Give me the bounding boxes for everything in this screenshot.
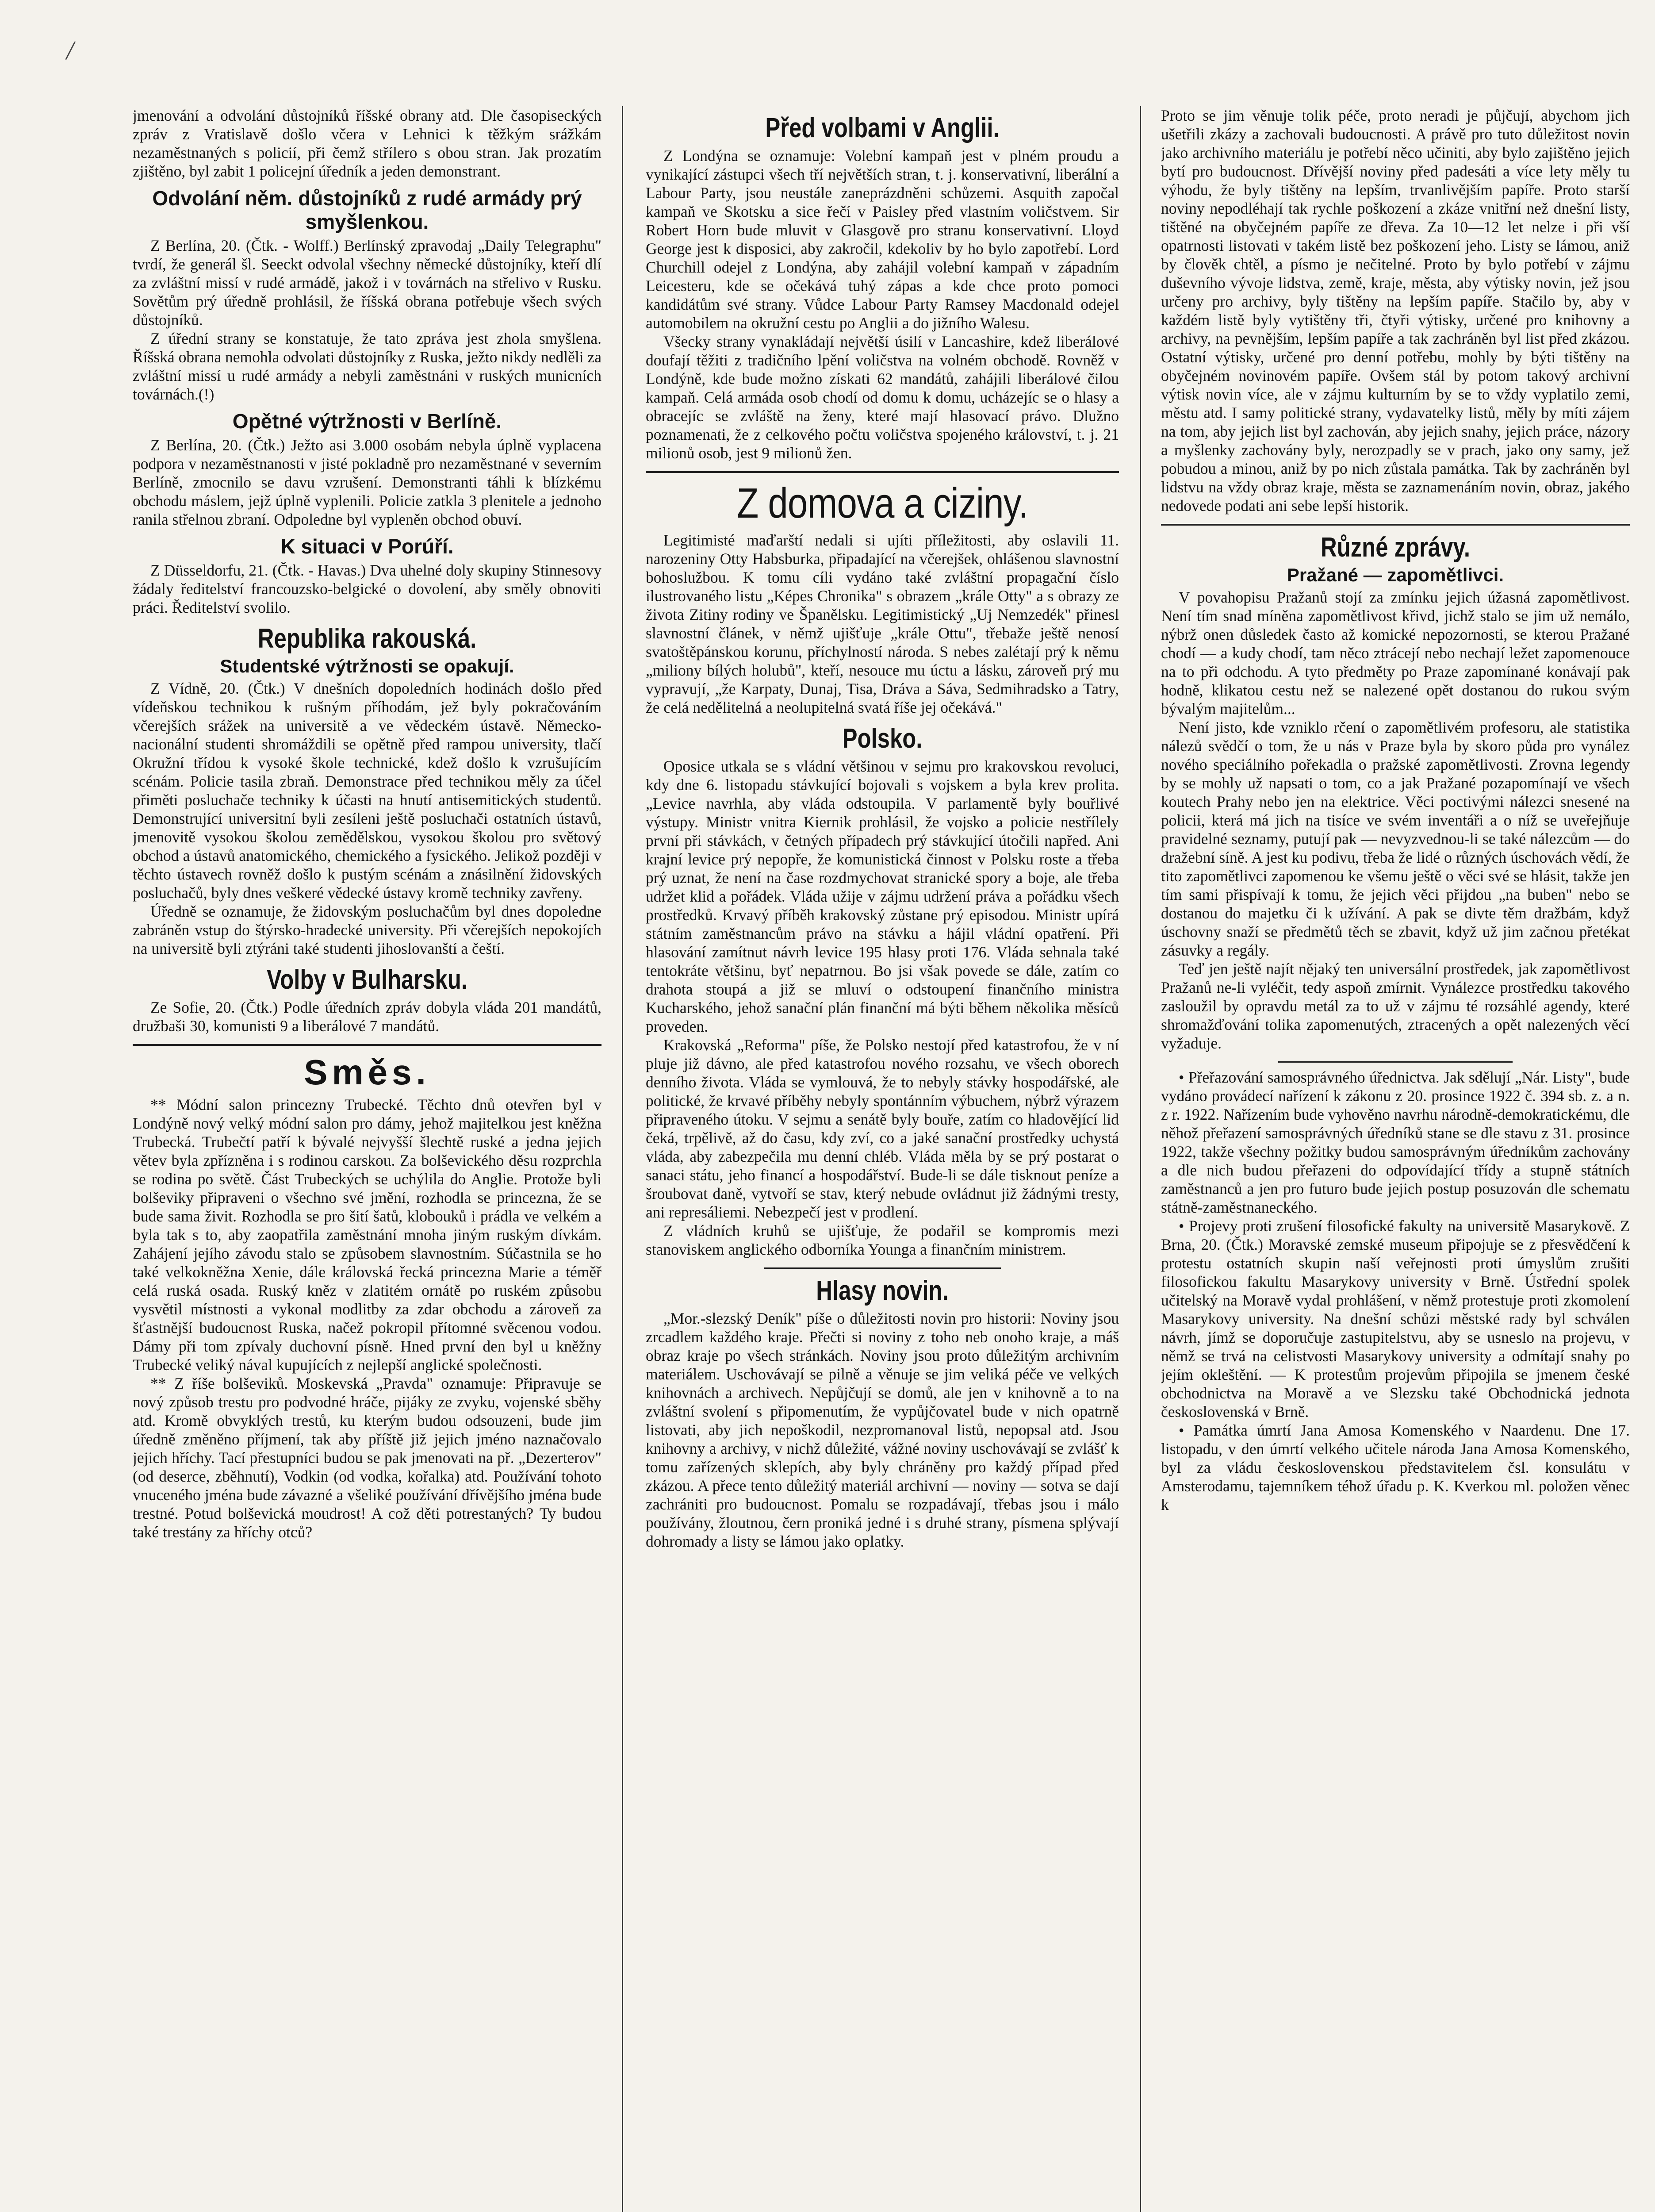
section-rule bbox=[646, 471, 1119, 473]
headline-ruzne-zpravy: Různé zprávy. bbox=[1320, 532, 1471, 563]
paragraph: Z Berlína, 20. (Čtk. - Wolff.) Berlínský zpravodaj „Daily Telegraphu" tvrdí, že generál šl. Seeckt odvolal všechny německé důstojníky, kteří dlí za zvláštní missí v rudé armádě, jakož i v továrnách na střelivo v Rusku. Sovětům prý úředně prohlásil, že říšská obrana potřebuje všech svých důstojníků. bbox=[133, 236, 601, 329]
paragraph: Úředně se oznamuje, že židovským posluchačům byl dnes dopoledne zabráněn vstup do štýrsko-hradecké university. Při včerejších nepokojích na universitě byli ztýráni také studenti jihoslovanští a čeští. bbox=[133, 902, 601, 957]
paragraph: Proto se jim věnuje tolik péče, proto neradi je půjčují, abychom jich ušetřili zkázy a zachovali budoucnosti. A právě pro tuto důležitost novin jako archivního materiálu je potřebí něco učiniti, aby bylo zajištěno jejich bytí pro budoucnost. Dřívější noviny před padesáti a více lety měly tu výhodu, že byly tištěny na lepším, trvanlivějším papíře. Proto starší noviny nepodléhají tak rychle poškození a zkáze vnitřní než dnešní listy, tištěné na obyčejném papíře ze dřeva. Za 10—12 let nelze i při vší opatrnosti listovati v takém listě bez poškození jeho. Listy se lámou, aniž by člověk chtěl, a písmo je nečitelné. Proto by bylo potřebí v zájmu duševního vývoje lidstva, země, kraje, města, aby výtisky novin, jež jsou určeny pro archivy, byly tištěny na lepším papíře. Stačilo by, aby v každém listě byly vytištěny tři, čtyři výtisky, určené pro knihovny a archivy, na pevnějším, lepším papíře a tak zachráněn byl list před zkázou. Ostatní výtisky, určené pro denní potřebu, mohly by býti tištěny na obyčejném novinovém papíře. Ovšem stál by potom takový archivní výtisk novin více, ale v zájmu kulturním by se to vždy vyplatilo zemi, městu atd. I samy politické strany, vydavatelky listů, měly by míti zájem na tom, aby jejich list byl zachován, aby jejich snahy, jejich práce, názory a myšlenky zachovány byly, nerozpadly se v prach, jako ony samy, jež pobudou a minou, aniž by po nich zůstala památka. Tak by zachráněn byl lidstvu na vždy obraz kraje, města se zaznamenáním novin, obraz, jakého nedovede podati ani sebe lepší historik. bbox=[1161, 107, 1630, 515]
column-1 bbox=[133, 106, 601, 2212]
corner-mark: / bbox=[66, 36, 74, 65]
paragraph: Z Berlína, 20. (Čtk.) Ježto asi 3.000 osobám nebyla úplně vyplacena podpora v nezaměstnanosti v jisté pokladně pro nezaměstnané v severním Berlíně, zmocnilo se davu vzrušení. Demonstranti táhli k blízkému obchodu máslem, jejž úplně vyplenili. Policie zatkla 3 plenitele a jednoho ranila střelnou zbraní. Odpoledne byl vypleněn obchod obuví. bbox=[133, 436, 601, 528]
headline-volby-anglie: Před volbami v Anglii. bbox=[765, 113, 1000, 143]
paragraph: Krakovská „Reforma" píše, že Polsko nestojí před katastrofou, že v ní pluje již dávno, ale před katastrofou nového rozsahu, ve všech oborech denního života. Vláda se vymlouvá, že to nebyly stávky hospodářské, ale politické, že krvavé příběhy nebyly spontánním výbuchem, nýbrž výrazem připraveného útoku. V sejmu a senátě byly bouře, zatím co hladovějící lid čeká, trpělivě, až do času, kdy zví, co a jaké sanační prostředky uchystá vláda, aby zabezpečila mu denní chléb. Vláda měla by se prý postarat o sanaci státu, jeho financí a hospodářství. Bude-li se dále tisknout peníze a šroubovat daně, vytvoří se stav, který nebude ovládnut již žádnými tresty, ani represáliemi. Nebezpečí jest v prodlení. bbox=[646, 1036, 1119, 1221]
headline-republika-rakouska: Republika rakouská. bbox=[257, 623, 477, 654]
paragraph: Oposice utkala se s vládní většinou v sejmu pro krakovskou revoluci, kdy dne 6. listopadu stávkující bojovali s vojskem a byla krev prolita. „Levice navrhla, aby vláda odstoupila. V parlamentě byly bouřlivé výstupy. Ministr vnitra Kiernik prohlásil, že vojsko a policie nestřílely první při stávkách, v četných případech prý stávkující útočili napřed. Ani krajní levice prý nepopře, že komunistická činnost v Polsku roste a třeba prý uznat, že není na čase rozdmychovat stranické spory a boje, ale třeba udržet klid a pořádek. Vláda užije v zájmu udržení práva a pořádku všech prostředků. Krvavý příběh krakovský zůstane prý episodou. Ministr upírá státním zaměstnancům právo na stávku a hájil vládní opatření. Při hlasování zamítnut návrh levice 195 hlasy proti 176. Vláda sehnala také tentokráte většinu, byť nepatrnou. Bo jsi však povede se dále, zatím co drahota stoupá a již se mluví o odstoupení finančního ministra Kucharského, jehož sanační plán finanční má býti během několika měsíců proveden. bbox=[646, 757, 1119, 1035]
headline-smes: Směs. bbox=[304, 1052, 430, 1092]
column-2 bbox=[646, 106, 1119, 2212]
paragraph: Z Vídně, 20. (Čtk.) V dnešních dopoledních hodinách došlo před vídeňskou technikou k rušným příhodám, jež byly pokračováním včerejších srážek na universitě a ve vědeckém ústavě. Německo-nacionální studenti shromáždili se opětně před rampou university, tlačí Okružní třídou k vysoké škole technické, kdež došlo k vzrušujícím scénám. Policie tasila zbraň. Demonstrace před technikou měly za účel přiměti posluchače techniky k účasti na hnutí antisemitických studentů. Demonstrující universitní byli zesíleni ještě posluchači ostatních ústavů, jmenovitě vysokou školou zemědělskou, vysokou školou pro světový obchod a ústavů anatomického, chemického a fysického. Jelikož později v těchto ústavech rovněž došlo k pustým scénám a znásilnění židovských posluchačů, byly dnes veškeré vědecké ústavy kromě techniky zavřeny. bbox=[133, 679, 601, 902]
paragraph: Ze Sofie, 20. (Čtk.) Podle úředních zpráv dobyla vláda 201 mandátů, družbaši 30, komunisti 9 a liberálové 7 mandátů. bbox=[133, 998, 601, 1035]
paragraph: Z Düsseldorfu, 21. (Čtk. - Havas.) Dva uhelné doly skupiny Stinnesovy žádaly ředitelství francouzsko-belgické o dovolení, aby směly obnoviti práci. Ředitelství svolilo. bbox=[133, 561, 601, 616]
headline-hlasy-novin: Hlasy novin. bbox=[816, 1275, 949, 1306]
section-rule bbox=[133, 1044, 601, 1046]
section-rule bbox=[764, 1267, 1001, 1269]
paragraph: • Projevy proti zrušení filosofické fakulty na universitě Masarykově. Z Brna, 20. (Čtk.) Moravské zemské museum připojuje se z přesvědčení k protestu ostatních skupin naší veřejnosti proti úmyslům zrušiti filosofickou fakultu Masarykovy university v Brně. Ústřední spolek učitelský na Moravě vydal prohlášení, v němž protestuje proti zkomolení Masarykovy university. Na dnešní schůzi městské rady byl schválen návrh, jímž se doporučuje zastupitelstvu, aby se usneslo na projevu, v němž se trvá na celistvosti Masarykovy university a odmítají snahy po jejím okleštění. — K protestům projevům připojila se jmenem české obchodnictva na Moravě a ve Slezsku také Obchodnická jednota československá v Brně. bbox=[1161, 1217, 1630, 1421]
headline-odvolani: Odvolání něm. důstojníků z rudé armády prý smyšlenkou. bbox=[152, 187, 582, 233]
column-divider-1 bbox=[622, 106, 623, 2212]
headline-vytrznosti-berlin: Opětné výtržnosti v Berlíně. bbox=[232, 409, 502, 433]
paragraph: Teď jen ještě najít nějaký ten universální prostředek, jak zapomětlivost Pražanů ne-li vyléčit, tedy aspoň zmírnit. Vynálezce prostředku takového zasloužil by opravdu metál za to už v zájmu té rozsáhlé agendy, které shromažďování tolika zapomenutých, ztracených a opět nalezených věcí vyžaduje. bbox=[1161, 960, 1630, 1052]
section-rule bbox=[1278, 1061, 1513, 1063]
headline-polsko: Polsko. bbox=[842, 723, 923, 754]
column-divider-2 bbox=[1140, 106, 1141, 2212]
section-rule bbox=[1161, 524, 1630, 526]
paragraph: Všecky strany vynakládají největší úsilí v Lancashire, kdež liberálové doufají těžiti z tradičního lpění voličstva na volném obchodě. Rovněž v Londýně, kde bude možno získati 62 mandátů, zahájili liberálové čilou kampaň. Celá armáda osob chodí od domu k domu, ucházejíc se o hlasy a obracejíc se zvláště na ženy, které mají hlasovací právo. Dlužno poznamenati, že z celkového počtu voličstva spojeného království, t. j. 21 milionů osob, jest 9 milionů žen. bbox=[646, 333, 1119, 462]
paragraph: Není jisto, kde vzniklo rčení o zapomětlivém profesoru, ale statistika nálezů svědčí o tom, že u nás v Praze byla by skoro půda pro vynález nového speciálního pořekadla o pražské zapomětlivosti. Zrovna legendy by se mohly už napsati o tom, co a jak Pražané pozapomínají ve všech koutech Prahy nebo jen na elektrice. Věci poctivými nálezci snesené na policii, která má jich na tisíce ve svém inventáři a o níž se uveřejňuje pravidelné seznamy, putují pak — nevyzvednou-li se také nálezcům — do dražební síně. A jest ku podivu, třeba že lidé o různých úschovách vědí, že tito zapomětlivci zapomenou ke všemu ještě o věci své se hlásit, takže jen tím sami přispívají k tomu, že jejich věci přijdou „na buben" nebo se dostanou do majetku či k užívání. A pak se divte těm dražbám, když úschovny snaží se předmětů těch se zbavit, když už jim začnou přetékat zásuvky a regály. bbox=[1161, 718, 1630, 960]
column-3 bbox=[1161, 106, 1630, 2212]
paragraph: ** Módní salon princezny Trubecké. Těchto dnů otevřen byl v Londýně nový velký módní salon pro dámy, jehož majitelkou jest kněžna Trubecká. Trubečtí patří k bývalé nejvyšší šlechtě ruské a jedna jejich větev byla zpřízněna i s rodinou carskou. Za bolševického děsu rozprchla se rodina po světě. Část Trubeckých se uchýlila do Anglie. Protože byli bolševiky připraveni o všechno své jmění, rozhodla se princezna, že se bude sama živit. Rozhodla se pro šití šatů, klobouků i prádla ve velkém a byla tak s to, aby zaopatřila zaměstnání mnoha jiným ruským dívkám. Zahájení jejího závodu stalo se způsobem slavnostním. Súčastnila se ho také velkokněžna Xenie, dále královská řecká princezna Marie a téměř celá ruská osada. Ruský kněz v zlatitém ornátě po ruském způsobu vysvětil místnosti a vykonal modlitby za zdar obchodu a zároveň za šťastnější budoucnost Ruska, načež pokropil přítomné svěcenou vodou. Dámy při tom zpívaly duchovní písně. Hned první den byl u kněžny Trubecké veliký nával kupujících z nejlepší anglické společnosti. bbox=[133, 1096, 601, 1374]
paragraph: ** Z říše bolševiků. Moskevská „Pravda" oznamuje: Připravuje se nový způsob trestu pro podvodné hráče, pijáky ze zvyku, vojenské sběhy atd. Kromě obvyklých trestů, ku kterým budou odsouzeni, bude jim úředně změněno příjmení, tak aby příště již jejich jméno naznačovalo jejich hříchy. Tací přestupníci budou se pak jmenovati na př. „Dezerterov" (od deserce, zběhnutí), Vodkin (od vodka, kořalka) atd. Používání tohoto vnuceného jména bude závazné a všeliké používání dřívějšího jména bude trestné. Potud bolševická moudrost! A což děti potrestaných? Ty budou také trestány za hříchy otců? bbox=[133, 1375, 601, 1541]
paragraph: • Přeřazování samosprávného úřednictva. Jak sdělují „Nár. Listy", bude vydáno provádecí nařízení k zákonu z 20. prosince 1922 č. 394 sb. z. a n. z r. 1922. Nařízením bude vyhověno navrhu národně-demokratickému, dle něhož přeřazení samosprávných úředníků stane se dle stavu z 31. prosince 1922, takže všechny požitky budou samosprávným úředníkům zachovány a dle nich budou přeřazeni do odpovídající třídy a stupně státních zaměstnanců a jen pro futuro bude jejich postup posuzován dle schematu státně-zaměstnaneckého. bbox=[1161, 1068, 1630, 1217]
paragraph: Z Londýna se oznamuje: Volební kampaň jest v plném proudu a vynikající zástupci všech tří největších stran, t. j. konservativní, liberální a Labour Party, jsou neustále zaneprázdněni schůzemi. Asquith započal kampaň ve Skotsku a sice řečí v Paisley před vlastním voličstvem. Sir Robert Horn bude mluvit v Glasgově pro stranu konservativní. Lloyd George jest k disposici, aby zakročil, kdekoliv by ho bylo zapotřebí. Lord Churchill odejel z Londýna, aby zahájil volební kampaň v západním Leicesteru, kde se očekává tuhý zápas a kde chce proto pomoci kandidátům své strany. Vůdce Labour Party Ramsey Macdonald odejel automobilem na okružní cestu po Anglii a do jižního Walesu. bbox=[646, 147, 1119, 332]
paragraph: Legitimisté maďarští nedali si ujíti příležitosti, aby oslavili 11. narozeniny Otty Habsburka, připadající na včerejšek, ohlášenou slavnostní bohoslužbou. K tomu cíli vydáno také zvláštní propagační číslo ilustrovaného listu „Képes Chronika" s obrazem „krále Otty" a s obrazy ze života Zitiny rodiny ve Španělsku. Legitimistický „Uj Nemzedék" přinesl slavnostní článek, v němž ujišťuje „krále Ottu", třebaže ještě nenosí svatoštěpánskou korunu, příchylností národa. S nebes zalétají prý k němu „miliony bílých holubů", kteří, nesouce mu úctu a lásku, zároveň prý mu vypravují, „že Karpaty, Dunaj, Tisa, Dráva a Sáva, Sedmihradsko a Tatry, že celá nedělitelná a neolupitelná svatá říše jej očekává." bbox=[646, 531, 1119, 716]
headline-volby-bulharsko: Volby v Bulharsku. bbox=[267, 964, 467, 995]
subheadline-studentske: Studentské výtržnosti se opakují. bbox=[220, 655, 514, 676]
headline-z-domova: Z domova a ciziny. bbox=[736, 480, 1028, 527]
subheadline-prazane: Pražané — zapomětlivci. bbox=[1287, 565, 1504, 586]
paragraph: Z úřední strany se konstatuje, že tato zpráva jest zhola smyšlena. Říšská obrana nemohla odvolati důstojníky z Ruska, ježto nikdy nedlěli za zvláštní missí u rudé armády a nebyli zaměstnáni v ruských municních továrnách.(!) bbox=[133, 329, 601, 403]
paragraph: Z vládních kruhů se ujišťuje, že podařil se kompromis mezi stanoviskem anglického odborníka Younga a finančním ministrem. bbox=[646, 1221, 1119, 1258]
paragraph: „Mor.-slezský Deník" píše o důležitosti novin pro historii: Noviny jsou zrcadlem každého kraje. Přečti si noviny z toho neb onoho kraje, a máš obraz kraje po všech stránkách. Noviny jsou proto důležitým archivním materiálem. Uschovávají se pilně a věnuje se jim veliká péče ve velkých knihovnách a archivech. Nepůjčují se domů, ale jen v knihovně a to na zvláštní svolení s připomenutím, že vypůjčovatel bude v nich opatrně listovati, aby jich nepoškodil, nezpromanoval listů, nepopsal atd. Jsou knihovny a archivy, v nichž důležité, vážné noviny uschovávají se zvlášť k tomu zařízených sklepích, aby byly chráněny pro každý případ před zkázou. A přece tento důležitý materiál archivní — noviny — sotva se dají zachrániti pro budoucnost. Pomalu se rozpadávají, třebas jsou i málo používány, žloutnou, čern proniká jedné i s druhé strany, písmena splývají dohromady a listy se lámou jako oplatky. bbox=[646, 1310, 1119, 1551]
paragraph: • Památka úmrtí Jana Amosa Komenského v Naardenu. Dne 17. listopadu, v den úmrtí velkého učitele národa Jana Amosa Komenského, byl za vládu československou představitelem čsl. konsulátu v Amsterodamu, tajemníkem téhož úřadu p. K. Kverkou ml. položen věnec k bbox=[1161, 1421, 1630, 1514]
paragraph: V povahopisu Pražanů stojí za zmínku jejich úžasná zapomětlivost. Není tím snad míněna zapomětlivost křivd, jichž stalo se jim už nemálo, nýbrž onen důsledek často až komické nepozornosti, se kterou Pražané chodí — a kudy chodí, tam něco ztrácejí nebo nechají ležet zapomenouce na to při odchodu. A tyto předměty po Praze zapomínané konávají pak hodně, klikatou cestu než se nalezené opět dostanou do rukou svým bývalým majitelům... bbox=[1161, 588, 1630, 718]
headline-porury: K situaci v Porúří. bbox=[280, 534, 454, 558]
article-lead: jmenování a odvolání důstojníků říšské obrany atd. Dle časopiseckých zpráv z Vratislavě došlo včera v Lehnici k těžkým srážkám nezaměstnaných s policií, při čemž střílero s obou stran. Jak prozatím zjištěno, byl zabit 1 policejní úředník a jeden demonstrant. bbox=[133, 107, 601, 180]
